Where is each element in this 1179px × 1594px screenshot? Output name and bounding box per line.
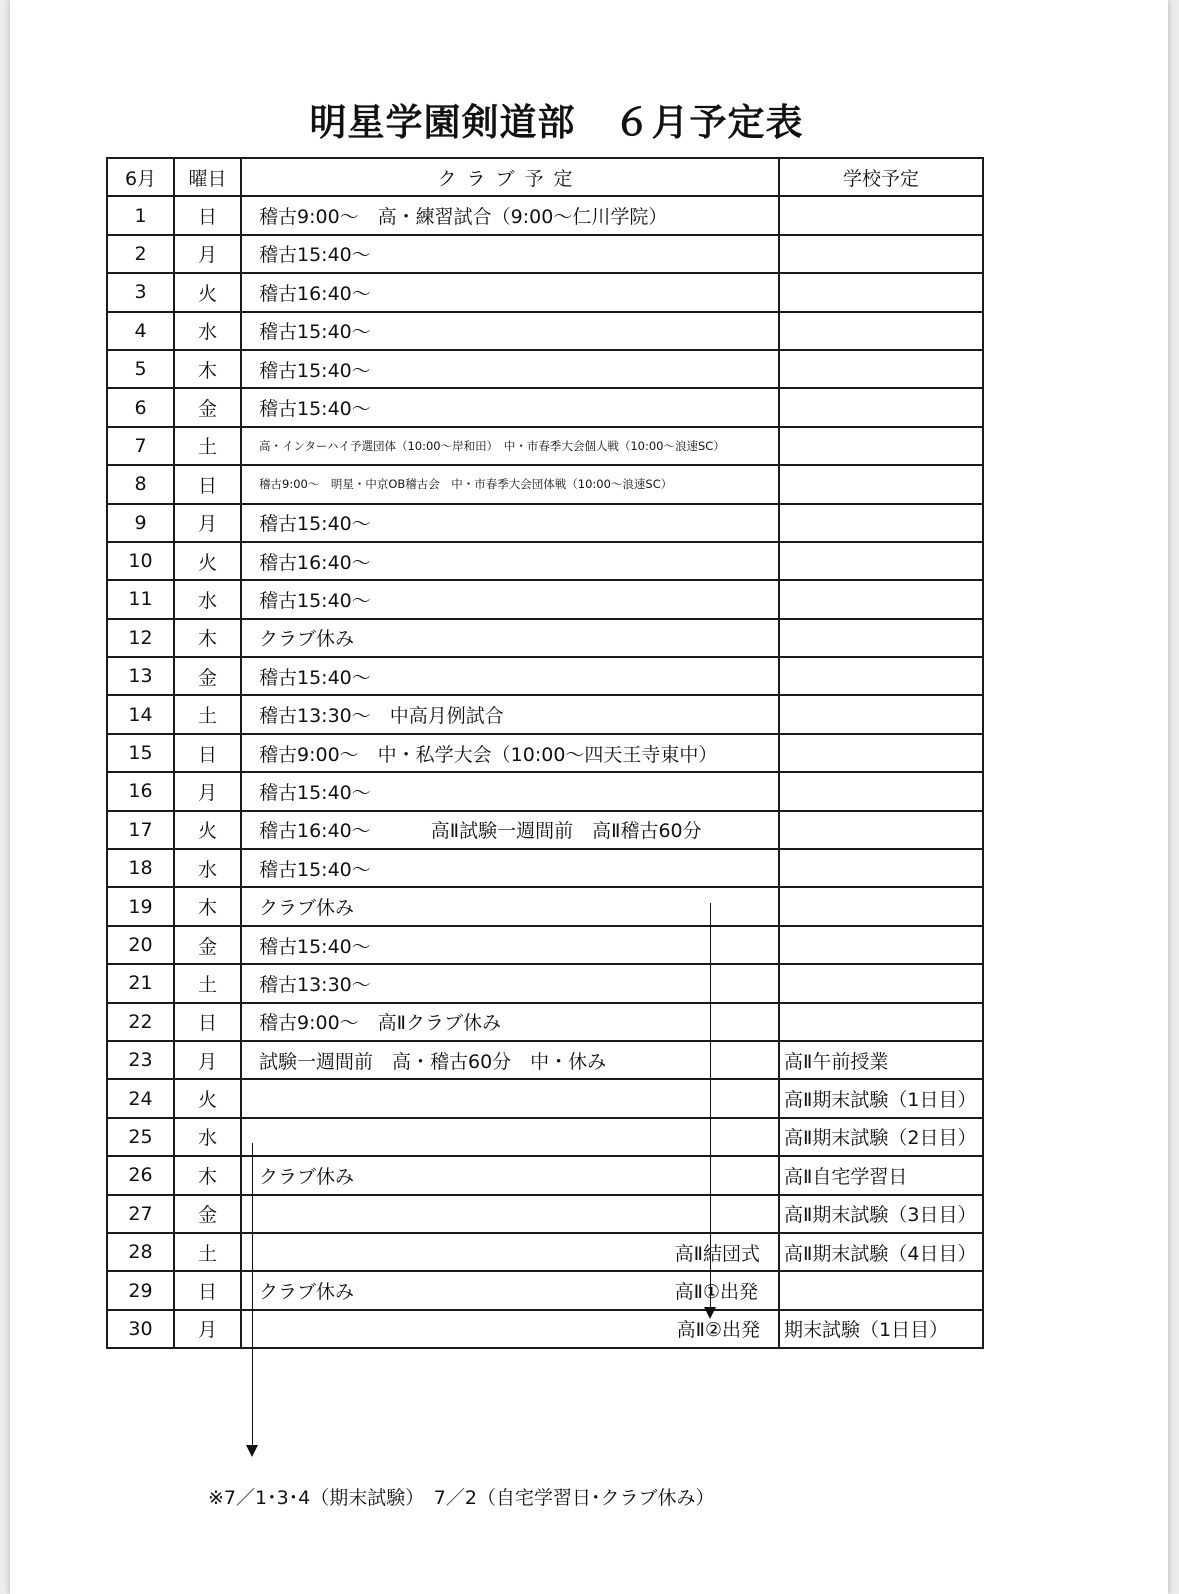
cell-club-schedule: 稽古16:40〜 [241,273,779,311]
cell-club-schedule: クラブ休み [241,887,779,925]
table-row [107,887,983,925]
cell-day: 11 [107,580,174,618]
cell-day: 14 [107,695,174,733]
table-row [107,1271,983,1309]
cell-day: 9 [107,504,174,542]
cell-day: 24 [107,1079,174,1117]
cell-school-schedule [779,235,983,273]
cell-school-schedule [779,657,983,695]
cell-school-schedule [779,196,983,234]
cell-school-schedule [779,887,983,925]
table-row [107,1041,983,1079]
cell-weekday: 水 [174,849,241,887]
cell-weekday: 火 [174,273,241,311]
cell-club-schedule: 試験一週間前 高・稽古60分 中・休み [241,1041,779,1079]
table-row [107,542,983,580]
cell-club-schedule: 稽古15:40〜 [241,504,779,542]
cell-weekday: 日 [174,734,241,772]
table-row [107,964,983,1002]
cell-club-schedule: クラブ休み [241,1156,779,1194]
cell-weekday: 月 [174,504,241,542]
cell-day: 28 [107,1233,174,1271]
cell-school-schedule: 高Ⅱ期末試験（1日目） [779,1079,983,1117]
table-row [107,1003,983,1041]
cell-school-schedule [779,542,983,580]
cell-club-schedule: 稽古9:00〜 高Ⅱクラブ休み [241,1003,779,1041]
table-row [107,657,983,695]
cell-club-schedule [241,811,779,849]
table-row [107,772,983,810]
table-row [107,273,983,311]
header-club-schedule: クラブ予定 [241,158,779,196]
cell-weekday: 月 [174,235,241,273]
cell-day: 10 [107,542,174,580]
cell-weekday: 金 [174,1195,241,1233]
club-schedule-text: 稽古16:40〜 [259,820,371,843]
cell-club-schedule [241,1118,779,1156]
cell-day: 22 [107,1003,174,1041]
cell-school-schedule [779,504,983,542]
cell-school-schedule [779,619,983,657]
cell-school-schedule [779,964,983,1002]
cell-school-schedule [779,734,983,772]
cell-weekday: 水 [174,580,241,618]
cell-school-schedule [779,388,983,426]
table-row [107,926,983,964]
cell-club-schedule: クラブ休み [241,619,779,657]
cell-club-schedule: 稽古15:40〜 [241,235,779,273]
page-title: 明星学園剣道部 ６月予定表 [309,101,804,144]
cell-club-schedule: 稽古15:40〜 [241,657,779,695]
cell-school-schedule [779,273,983,311]
cell-day: 18 [107,849,174,887]
table-row [107,504,983,542]
table-row [107,1118,983,1156]
table-row [107,1233,983,1271]
cell-day: 3 [107,273,174,311]
footnote: ※7／1･3･4（期末試験） 7／2（自宅学習日･クラブ休み） [208,1487,715,1509]
table-row [107,1079,983,1117]
cell-school-schedule [779,1271,983,1309]
cell-school-schedule [779,849,983,887]
cell-school-schedule [779,811,983,849]
table-row [107,695,983,733]
cell-club-schedule: 稽古9:00〜 中・私学大会（10:00〜四天王寺東中） [241,734,779,772]
cell-weekday: 日 [174,1271,241,1309]
table-row [107,734,983,772]
header-day: 6月 [107,158,174,196]
cell-school-schedule: 高Ⅱ午前授業 [779,1041,983,1079]
cell-club-schedule: 稽古15:40〜 [241,849,779,887]
cell-day: 21 [107,964,174,1002]
cell-weekday: 木 [174,619,241,657]
cell-day: 8 [107,465,174,503]
cell-club-schedule: 稽古15:40〜 [241,312,779,350]
table-row [107,811,983,849]
cell-club-schedule: 稽古16:40〜 [241,542,779,580]
cell-weekday: 水 [174,312,241,350]
club-schedule-note: 高Ⅱ①出発 [674,1281,758,1304]
cell-club-schedule [241,1271,779,1309]
table-header-row [107,158,983,196]
cell-club-schedule: 稽古13:30〜 中高月例試合 [241,695,779,733]
cell-club-schedule: 稽古13:30〜 [241,964,779,1002]
cell-day: 26 [107,1156,174,1194]
club-schedule-text: クラブ休み [259,1281,355,1304]
cell-weekday: 土 [174,964,241,1002]
schedule-table [106,157,984,1349]
cell-club-schedule [241,1079,779,1117]
cell-weekday: 木 [174,350,241,388]
cell-school-schedule: 高Ⅱ期末試験（2日目） [779,1118,983,1156]
cell-weekday: 火 [174,542,241,580]
cell-weekday: 金 [174,657,241,695]
cell-school-schedule [779,312,983,350]
cell-day: 16 [107,772,174,810]
cell-day: 4 [107,312,174,350]
cell-weekday: 土 [174,1233,241,1271]
cell-club-schedule: 稽古9:00〜 明星・中京OB稽古会 中・市春季大会団体戦（10:00〜浪速SC） [241,465,779,503]
cell-club-schedule: 稽古15:40〜 [241,926,779,964]
arrow-head-exam-week-high2 [704,1307,716,1319]
cell-day: 17 [107,811,174,849]
cell-day: 19 [107,887,174,925]
cell-school-schedule [779,1003,983,1041]
cell-school-schedule [779,580,983,618]
cell-school-schedule: 高Ⅱ自宅学習日 [779,1156,983,1194]
cell-school-schedule: 高Ⅱ期末試験（4日目） [779,1233,983,1271]
table-row [107,580,983,618]
table-row [107,1310,983,1348]
cell-school-schedule [779,427,983,465]
cell-day: 13 [107,657,174,695]
cell-school-schedule: 期末試験（1日目） [779,1310,983,1348]
cell-weekday: 木 [174,887,241,925]
cell-weekday: 日 [174,1003,241,1041]
cell-day: 25 [107,1118,174,1156]
cell-weekday: 水 [174,1118,241,1156]
cell-weekday: 火 [174,811,241,849]
cell-school-schedule [779,350,983,388]
table-row [107,619,983,657]
cell-club-schedule: 稽古9:00〜 高・練習試合（9:00〜仁川学院） [241,196,779,234]
cell-day: 5 [107,350,174,388]
cell-day: 1 [107,196,174,234]
arrow-line-exam-week [252,1143,253,1445]
table-row [107,350,983,388]
arrow-head-exam-week [246,1445,258,1457]
cell-school-schedule: 高Ⅱ期末試験（3日目） [779,1195,983,1233]
cell-weekday: 木 [174,1156,241,1194]
cell-day: 20 [107,926,174,964]
cell-day: 2 [107,235,174,273]
cell-school-schedule [779,695,983,733]
document-page [10,0,1168,1594]
cell-club-schedule: 高Ⅱ結団式 [241,1233,779,1271]
arrow-line-exam-week-high2 [710,903,711,1307]
cell-day: 27 [107,1195,174,1233]
cell-club-schedule: 高Ⅱ②出発 [241,1310,779,1348]
cell-day: 7 [107,427,174,465]
table-row [107,849,983,887]
header-school-schedule: 学校予定 [779,158,983,196]
cell-weekday: 土 [174,427,241,465]
club-schedule-note: 高Ⅱ試験一週間前 高Ⅱ稽古60分 [430,820,702,843]
schedule-body [107,196,983,1348]
cell-weekday: 火 [174,1079,241,1117]
cell-club-schedule: 稽古15:40〜 [241,350,779,388]
cell-weekday: 土 [174,695,241,733]
table-row [107,465,983,503]
cell-weekday: 月 [174,772,241,810]
cell-school-schedule [779,465,983,503]
cell-school-schedule [779,926,983,964]
table-row [107,427,983,465]
cell-club-schedule: 稽古15:40〜 [241,580,779,618]
cell-day: 15 [107,734,174,772]
table-row [107,196,983,234]
cell-weekday: 月 [174,1041,241,1079]
cell-weekday: 日 [174,196,241,234]
cell-club-schedule: 稽古15:40〜 [241,772,779,810]
table-row [107,312,983,350]
cell-club-schedule: 高・インターハイ予選団体（10:00〜岸和田） 中・市春季大会個人戦（10:00〜浪速SC） [241,427,779,465]
cell-weekday: 日 [174,465,241,503]
cell-club-schedule [241,1195,779,1233]
cell-weekday: 金 [174,926,241,964]
cell-day: 30 [107,1310,174,1348]
table-row [107,1195,983,1233]
cell-day: 23 [107,1041,174,1079]
cell-day: 6 [107,388,174,426]
cell-weekday: 月 [174,1310,241,1348]
cell-school-schedule [779,772,983,810]
table-row [107,1156,983,1194]
table-row [107,235,983,273]
header-weekday: 曜日 [174,158,241,196]
cell-weekday: 金 [174,388,241,426]
table-row [107,388,983,426]
cell-day: 12 [107,619,174,657]
cell-club-schedule: 稽古15:40〜 [241,388,779,426]
cell-day: 29 [107,1271,174,1309]
